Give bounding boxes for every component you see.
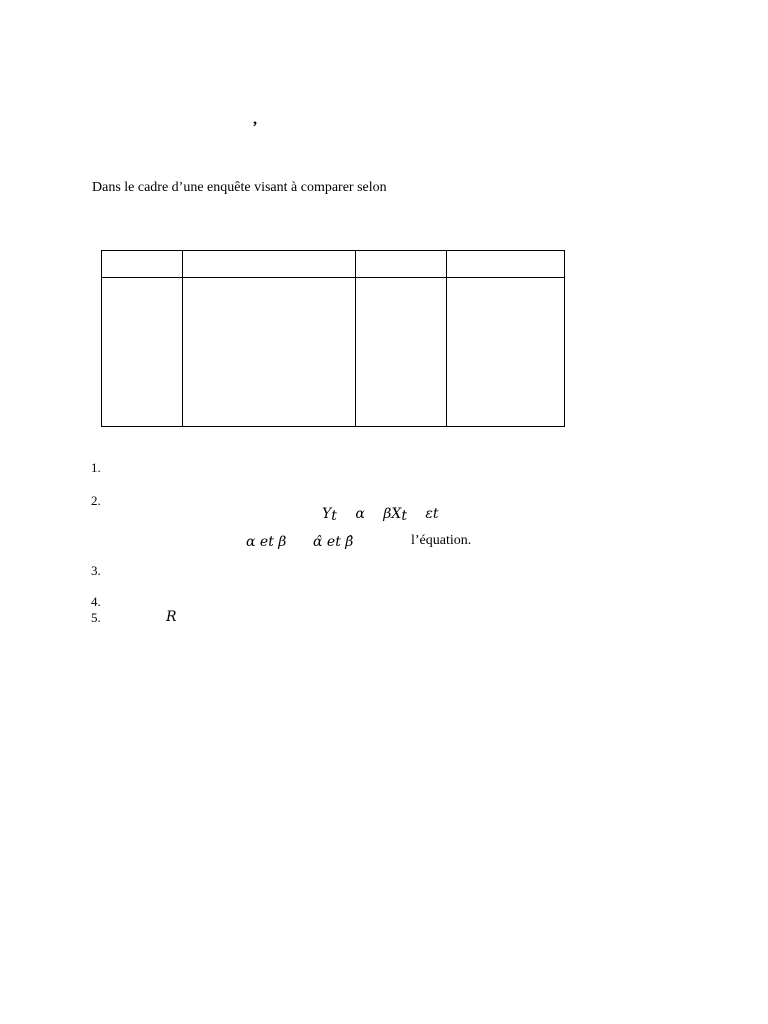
table-header-cell (447, 251, 565, 278)
table-cell (447, 278, 565, 427)
eq-beta-x: βX (383, 506, 402, 522)
intro-sentence: Dans le cadre d’une enquête visant à comparer selon (92, 180, 387, 195)
table-cell (356, 278, 447, 427)
equation-reference-text: l’équation. (411, 533, 472, 548)
list-number-4: 4. (91, 594, 101, 609)
table-header-row (102, 251, 565, 278)
list-number-1: 1. (91, 460, 101, 475)
regression-equation (322, 507, 439, 523)
parameters-alpha-beta: α et β (246, 534, 287, 550)
table-cell (183, 278, 356, 427)
estimators-alpha-beta-hat: α̂ et β̂ (313, 534, 354, 550)
eq-epsilon: εt (425, 506, 439, 522)
eq-subscript-t: t (331, 508, 337, 524)
list-number-3: 3. (91, 563, 101, 578)
table-header-cell (356, 251, 447, 278)
list-number-2: 2. (91, 493, 101, 508)
table-cell (102, 278, 183, 427)
table-header-cell (102, 251, 183, 278)
eq-y: Y (322, 506, 332, 522)
eq-subscript-t: t (401, 508, 407, 524)
item5-symbol-r: R (166, 609, 177, 625)
stray-comma: , (253, 111, 257, 128)
table-body-row (102, 278, 565, 427)
eq-alpha: α (355, 506, 365, 522)
table-header-cell (183, 251, 356, 278)
list-number-5: 5. (91, 610, 101, 625)
data-table (101, 250, 565, 427)
